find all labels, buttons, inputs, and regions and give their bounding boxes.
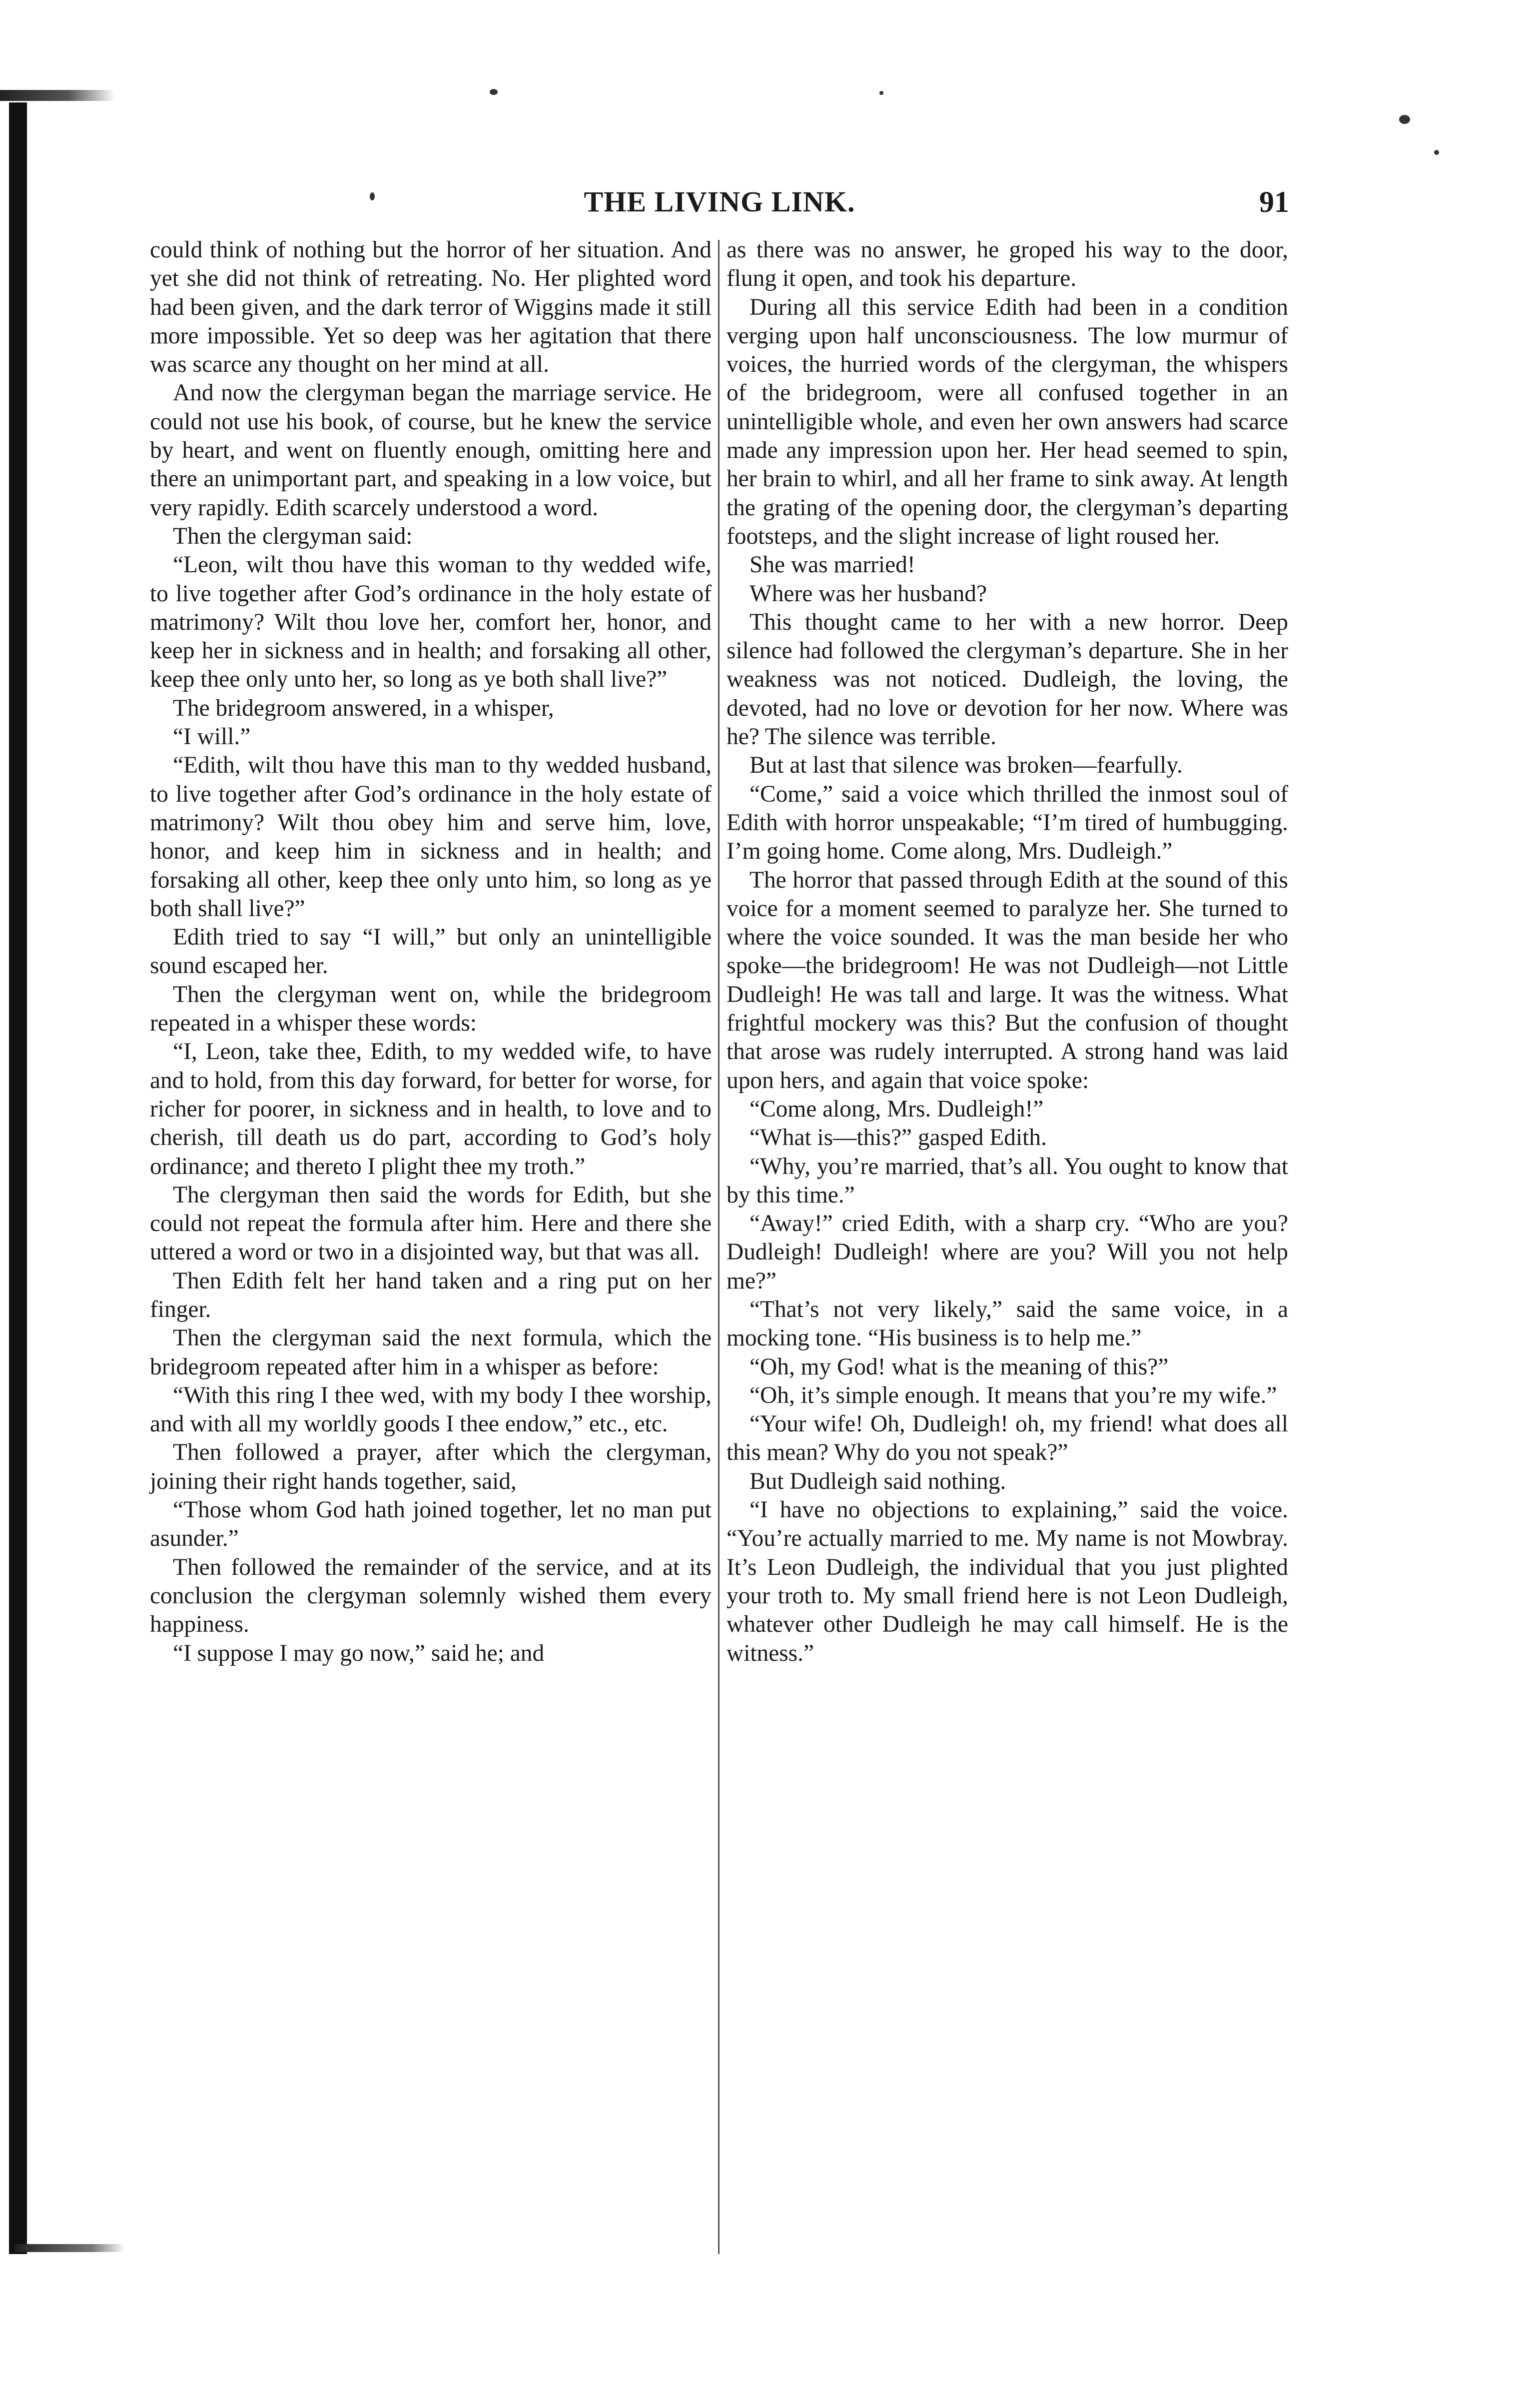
paragraph: She was married!	[750, 552, 915, 578]
paragraph: as there was no answer, he groped his way to the door, flung it open, and took his departure.	[727, 237, 1288, 292]
paragraph: But Dudleigh said nothing.	[750, 1468, 1006, 1494]
paragraph: “I will.”	[173, 724, 251, 750]
page-binding-shadow	[9, 102, 27, 2254]
paragraph: “Come along, Mrs. Dudleigh!”	[750, 1096, 1044, 1122]
paragraph: “Oh, it’s simple enough. It means that you’re my wife.”	[750, 1382, 1277, 1408]
paragraph: “Come,” said a voice which thrilled the inmost soul of Edith with horror unspeakable; “I’m tired of humbugging. I’m going home. Come along, Mrs. Dudleigh.”	[727, 781, 1288, 865]
paragraph: The clergyman then said the words for Edith, but she could not repeat the formula after him. Here and there she uttered a word or two in a disjointed way, but that was all.	[150, 1182, 712, 1265]
paragraph: Then Edith felt her hand taken and a ring put on her finger.	[150, 1267, 712, 1322]
paragraph: “Away!” cried Edith, with a sharp cry. “Who are you? Dudleigh! Dudleigh! where are you? Will you not help me?”	[727, 1210, 1288, 1294]
paragraph: “I suppose I may go now,” said he; and	[173, 1640, 545, 1666]
column-divider	[718, 240, 720, 2254]
page-number: 91	[1259, 185, 1289, 218]
binding-edge-top	[0, 90, 115, 101]
paragraph: Then the clergyman said:	[173, 523, 413, 549]
ink-speck	[490, 89, 498, 95]
paragraph: “I, Leon, take thee, Edith, to my wedded wife, to have and to hold, from this day forward, for better for worse, for richer for poorer, in sickness and in health, to love and to cherish, till death us do part, according to God’s holy ordinance; and thereto I plight thee my troth.”	[150, 1039, 712, 1180]
ink-speck	[879, 91, 883, 95]
ink-speck	[1434, 150, 1439, 155]
running-title: THE LIVING LINK.	[584, 185, 855, 218]
paragraph: But at last that silence was broken—fearfully.	[750, 752, 1183, 779]
paragraph: “Leon, wilt thou have this woman to thy wedded wife, to live together after God’s ordinance in the holy estate of matrimony? Wilt thou love her, comfort her, honor, and keep her in sickness and in health; and forsaking all other, keep thee only unto her, so long as ye both shall live?”	[150, 552, 712, 693]
paragraph: “With this ring I thee wed, with my body I thee worship, and with all my worldly goods I thee endow,” etc., etc.	[150, 1382, 712, 1437]
paragraph: This thought came to her with a new horror. Deep silence had followed the clergyman’s departure. She in her weakness was not noticed. Dudleigh, the loving, the devoted, had no love or devotion for her now. Where was he? The silence was terrible.	[727, 609, 1288, 750]
paragraph: Where was her husband?	[750, 580, 987, 607]
paragraph: Then followed a prayer, after which the clergyman, joining their right hands together, said,	[150, 1439, 712, 1494]
paragraph: “Oh, my God! what is the meaning of this?”	[750, 1353, 1169, 1380]
paragraph: “Why, you’re married, that’s all. You ought to know that by this time.”	[727, 1153, 1288, 1208]
left-column	[150, 236, 712, 1668]
paragraph: Then the clergyman went on, while the bridegroom repeated in a whisper these words:	[150, 981, 712, 1037]
paragraph: Then the clergyman said the next formula, which the bridegroom repeated after him in a whisper as before:	[150, 1325, 712, 1380]
paragraph: “Those whom God hath joined together, let no man put asunder.”	[150, 1497, 712, 1552]
paragraph: The horror that passed through Edith at the sound of this voice for a moment seemed to paralyze her. She turned to where the voice sounded. It was the man beside her who spoke—the bridegroom! He was not Dudleigh—not Little Dudleigh! He was tall and large. It was the witness. What frightful mockery was this? But the confusion of thought that arose was rudely interrupted. A strong hand was laid upon hers, and again that voice spoke:	[727, 867, 1288, 1094]
paragraph: During all this service Edith had been in a condition verging upon half unconsciousness. The low murmur of voices, the hurried words of the clergyman, the whispers of the bridegroom, were all confused together in an unintelligible whole, and even her own answers had scarce made any impression upon her. Her head seemed to spin, her brain to whirl, and all her frame to sink away. At length the grating of the opening door, the clergyman’s departing footsteps, and the slight increase of light roused her.	[727, 294, 1288, 549]
paragraph: And now the clergyman began the marriage service. He could not use his book, of course, but he knew the service by heart, and went on fluently enough, omitting here and there an unimportant part, and speaking in a low voice, but very rapidly. Edith scarcely understood a word.	[150, 380, 712, 521]
paragraph: “Your wife! Oh, Dudleigh! oh, my friend! what does all this mean? Why do you not speak?”	[727, 1411, 1288, 1466]
paragraph: “What is—this?” gasped Edith.	[750, 1125, 1047, 1151]
paragraph: could think of nothing but the horror of her situation. And yet she did not think of retreating. No. Her plighted word had been given, and the dark terror of Wiggins made it still more impossible. Yet so deep was her agitation that there was scarce any thought on her mind at all.	[150, 237, 712, 378]
paragraph: “I have no objections to explaining,” said the voice. “You’re actually married to me. My name is not Mowbray. It’s Leon Dudleigh, the individual that you just plighted your troth to. My small friend here is not Leon Dudleigh, whatever other Dudleigh he may call himself. He is the witness.”	[727, 1497, 1288, 1666]
right-column	[727, 236, 1288, 1668]
ink-speck	[1399, 115, 1410, 124]
paragraph: The bridegroom answered, in a whisper,	[173, 695, 554, 721]
paragraph: “Edith, wilt thou have this man to thy wedded husband, to live together after God’s ordinance in the holy estate of matrimony? Wilt thou obey him and serve him, love, honor, and keep him in sickness and in health; and forsaking all other, keep thee only unto him, so long as ye both shall live?”	[150, 752, 712, 922]
paragraph: Edith tried to say “I will,” but only an unintelligible sound escaped her.	[150, 924, 712, 979]
binding-edge-bottom	[15, 2244, 125, 2252]
paragraph: “That’s not very likely,” said the same voice, in a mocking tone. “His business is to help me.”	[727, 1296, 1288, 1351]
page-header	[150, 185, 1289, 230]
paragraph: Then followed the remainder of the service, and at its conclusion the clergyman solemnly wished them every happiness.	[150, 1554, 712, 1638]
